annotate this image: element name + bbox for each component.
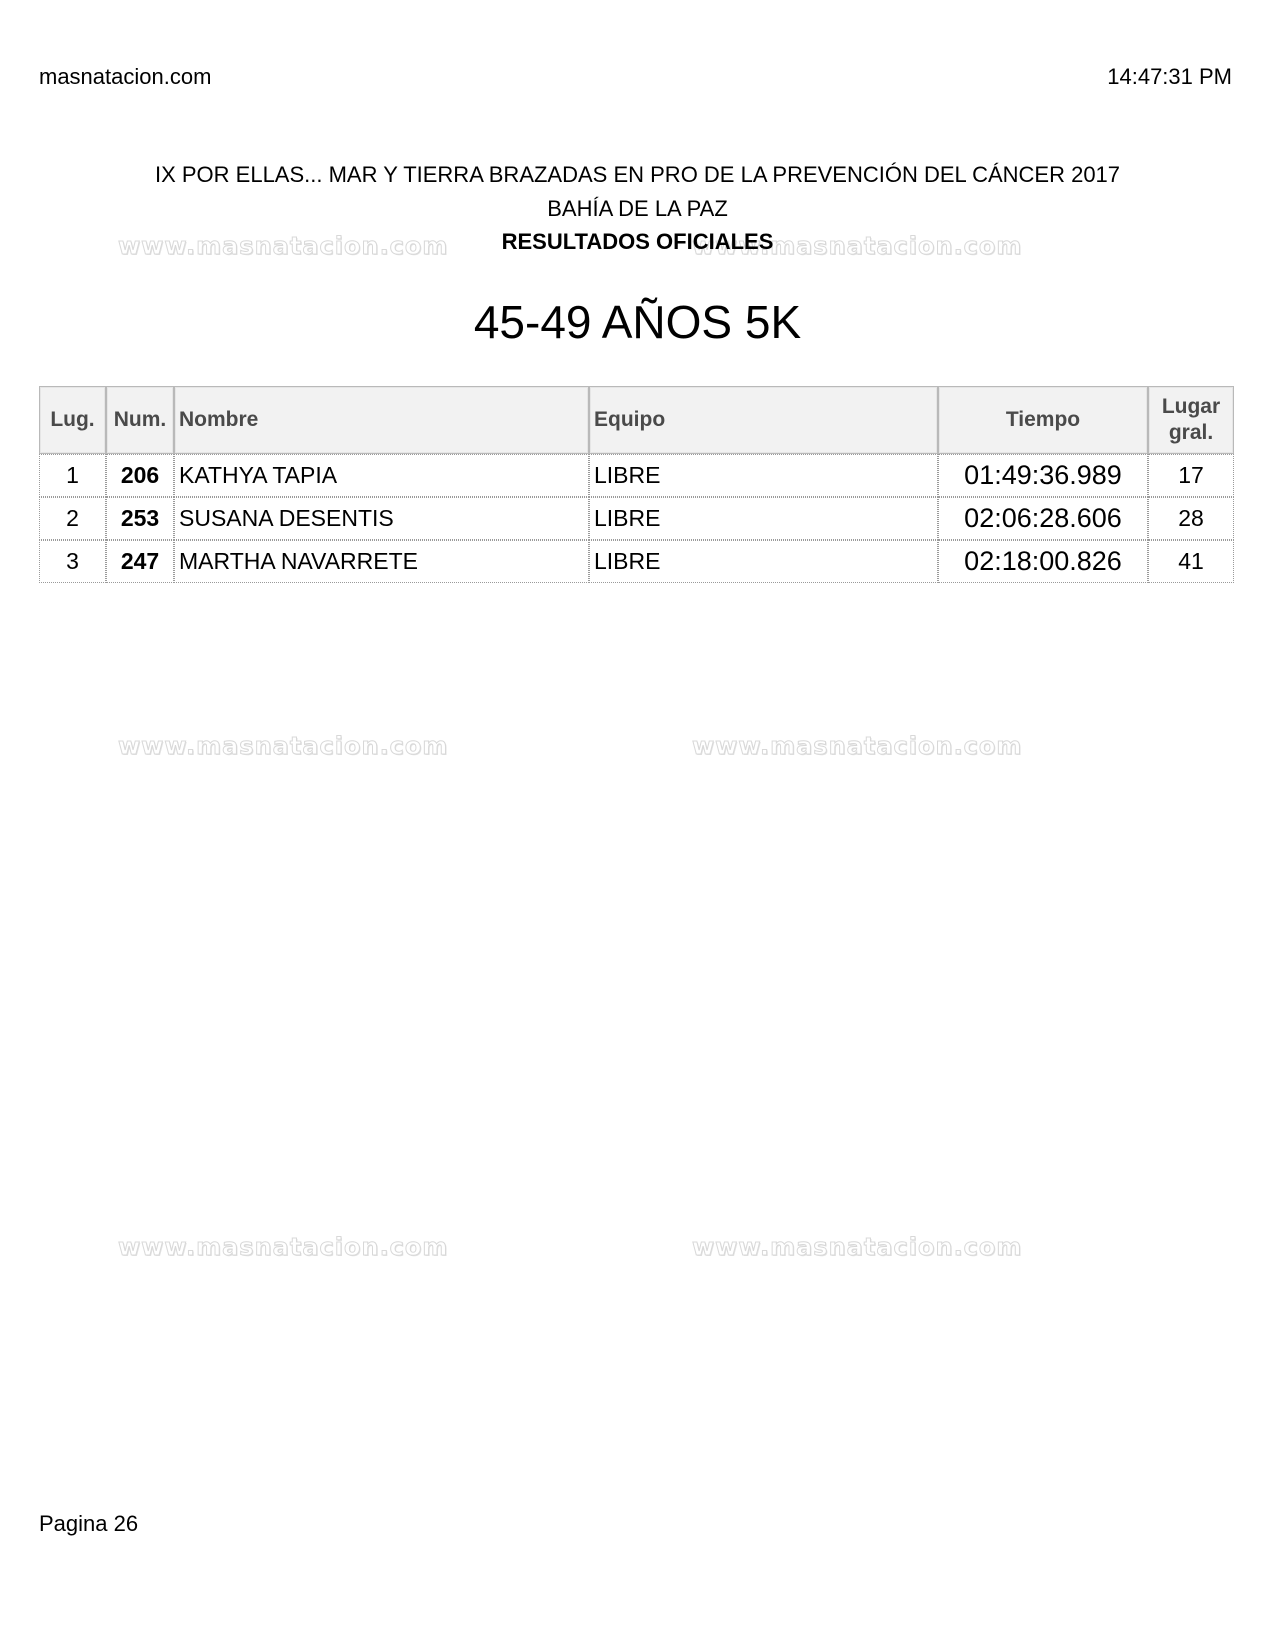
cell-lug: 3 xyxy=(39,540,106,583)
cell-equipo: LIBRE xyxy=(589,454,938,497)
cell-equipo: LIBRE xyxy=(589,540,938,583)
watermark: www.masnatacion.com xyxy=(692,232,1023,260)
header-nombre: Nombre xyxy=(174,386,589,454)
cell-tiempo: 02:18:00.826 xyxy=(938,540,1148,583)
site-name: masnatacion.com xyxy=(39,64,212,89)
category-title: 45-49 AÑOS 5K xyxy=(473,296,802,348)
header-lugar-gral-line1: Lugar xyxy=(1161,395,1221,418)
cell-lugar-gral: 17 xyxy=(1148,454,1234,497)
event-location: BAHÍA DE LA PAZ xyxy=(547,196,728,221)
results-table xyxy=(39,386,1234,583)
watermark: www.masnatacion.com xyxy=(692,1233,1023,1261)
cell-lug: 1 xyxy=(39,454,106,497)
cell-lug: 2 xyxy=(39,497,106,540)
header-lugar-gral-line2: gral. xyxy=(1168,421,1214,444)
cell-num: 206 xyxy=(106,454,174,497)
cell-num: 247 xyxy=(106,540,174,583)
watermark: www.masnatacion.com xyxy=(118,1233,449,1261)
cell-nombre: KATHYA TAPIA xyxy=(174,454,589,497)
watermark: www.masnatacion.com xyxy=(118,732,449,760)
table-row xyxy=(39,540,1234,583)
results-label: RESULTADOS OFICIALES xyxy=(501,229,774,254)
cell-tiempo: 01:49:36.989 xyxy=(938,454,1148,497)
cell-tiempo: 02:06:28.606 xyxy=(938,497,1148,540)
header-num: Num. xyxy=(106,386,174,454)
print-time: 14:47:31 PM xyxy=(1107,64,1232,89)
page-number: Pagina 26 xyxy=(39,1511,139,1536)
cell-lugar-gral: 41 xyxy=(1148,540,1234,583)
header-lugar-gral xyxy=(1148,386,1234,454)
header-equipo: Equipo xyxy=(589,386,938,454)
header-lug: Lug. xyxy=(39,386,106,454)
header-tiempo: Tiempo xyxy=(938,386,1148,454)
cell-equipo: LIBRE xyxy=(589,497,938,540)
table-header-row xyxy=(39,386,1234,454)
cell-nombre: SUSANA DESENTIS xyxy=(174,497,589,540)
watermark: www.masnatacion.com xyxy=(118,232,449,260)
cell-num: 253 xyxy=(106,497,174,540)
watermark: www.masnatacion.com xyxy=(692,732,1023,760)
table-row xyxy=(39,454,1234,497)
table-row xyxy=(39,497,1234,540)
cell-lugar-gral: 28 xyxy=(1148,497,1234,540)
cell-nombre: MARTHA NAVARRETE xyxy=(174,540,589,583)
event-title: IX POR ELLAS... MAR Y TIERRA BRAZADAS EN PRO DE LA PREVENCIÓN DEL CÁNCER 2017 xyxy=(154,162,1121,187)
